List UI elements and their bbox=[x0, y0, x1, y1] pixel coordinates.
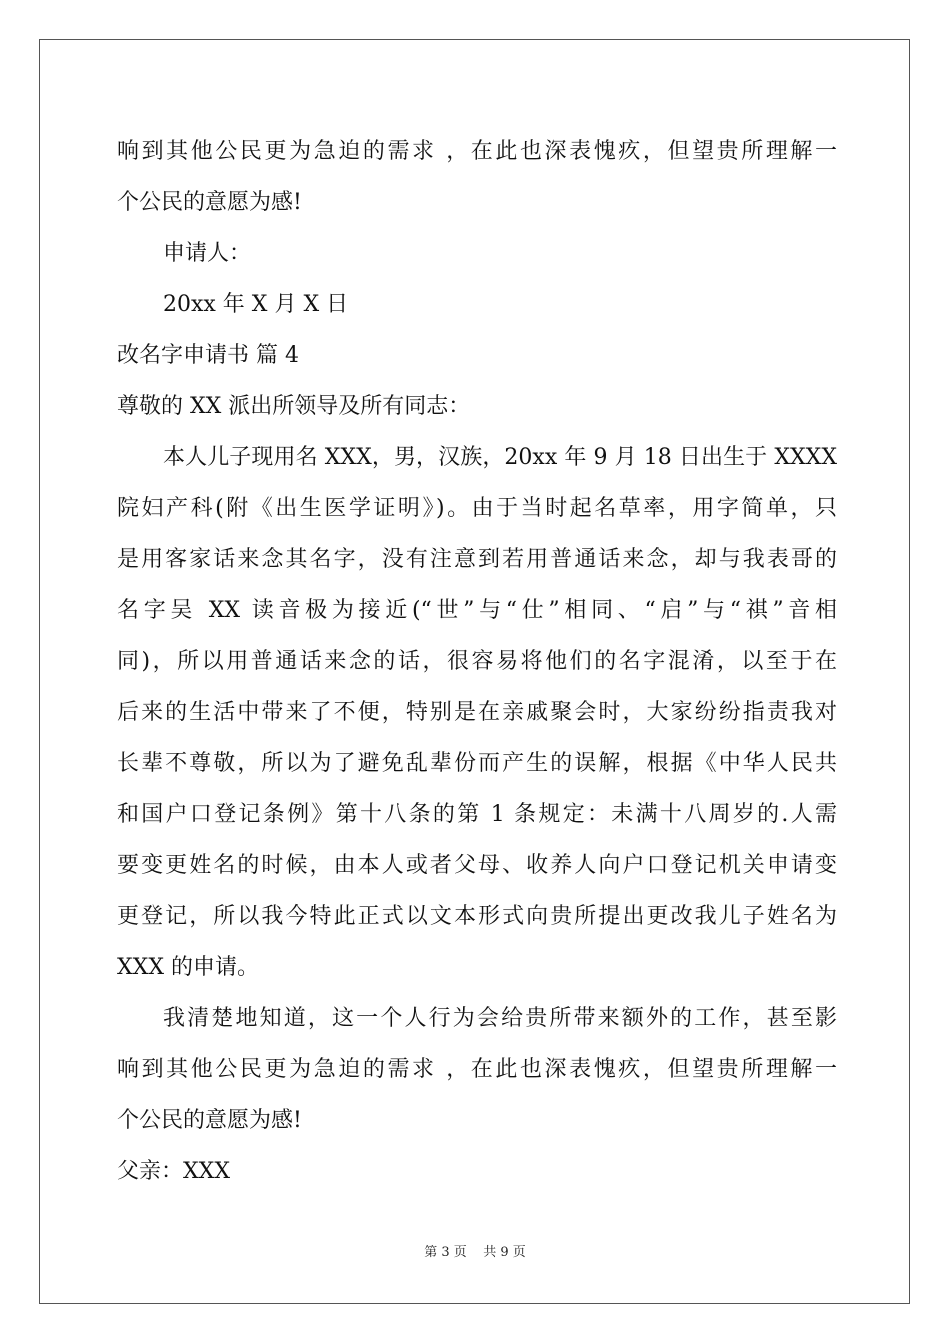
text-line: 是用客家话来念其名字，没有注意到若用普通话来念，却与我表哥的 bbox=[117, 547, 837, 572]
text-line: 个公民的意愿为感! bbox=[117, 190, 302, 215]
date-line: 20xx 年 X 月 X 日 bbox=[163, 292, 349, 317]
salutation: 尊敬的 XX 派出所领导及所有同志： bbox=[117, 394, 471, 419]
text-line: 长辈不尊敬，所以为了避免乱辈份而产生的误解，根据《中华人民共 bbox=[117, 751, 837, 776]
text-line: 我清楚地知道，这一个人行为会给贵所带来额外的工作，甚至影 bbox=[163, 1006, 837, 1031]
signature-line: 父亲：XXX bbox=[117, 1159, 230, 1184]
text-line: 更登记，所以我今特此正式以文本形式向贵所提出更改我儿子姓名为 bbox=[117, 904, 837, 929]
page-number: 第 3 页 共 9 页 bbox=[424, 1245, 526, 1260]
page-footer bbox=[0, 1241, 950, 1260]
text-line: 个公民的意愿为感! bbox=[117, 1108, 302, 1133]
text-line: XXX 的申请。 bbox=[117, 955, 259, 980]
text-line: 响到其他公民更为急迫的需求 ，在此也深表愧疚，但望贵所理解一 bbox=[117, 139, 837, 164]
applicant-label: 申请人： bbox=[163, 241, 252, 266]
document-body bbox=[117, 126, 837, 1197]
section-heading: 改名字申请书 篇 4 bbox=[117, 343, 299, 368]
text-line: 后来的生活中带来了不便，特别是在亲戚聚会时，大家纷纷指责我对 bbox=[117, 700, 837, 725]
text-line: 要变更姓名的时候，由本人或者父母、收养人向户口登记机关申请变 bbox=[117, 853, 837, 878]
text-line: 本人儿子现用名 XXX，男，汉族，20xx 年 9 月 18 日出生于 XXXX bbox=[163, 445, 837, 470]
text-line: 院妇产科(附《出生医学证明》)。由于当时起名草率，用字简单，只 bbox=[117, 496, 837, 521]
text-line: 同)，所以用普通话来念的话，很容易将他们的名字混淆，以至于在 bbox=[117, 649, 837, 674]
text-line: 响到其他公民更为急迫的需求 ，在此也深表愧疚，但望贵所理解一 bbox=[117, 1057, 837, 1082]
text-line: 名字吴 XX 读音极为接近(“世”与“仕”相同、“启”与“祺”音相 bbox=[117, 598, 837, 623]
text-line: 和国户口登记条例》第十八条的第 1 条规定：未满十八周岁的.人需 bbox=[117, 802, 837, 827]
